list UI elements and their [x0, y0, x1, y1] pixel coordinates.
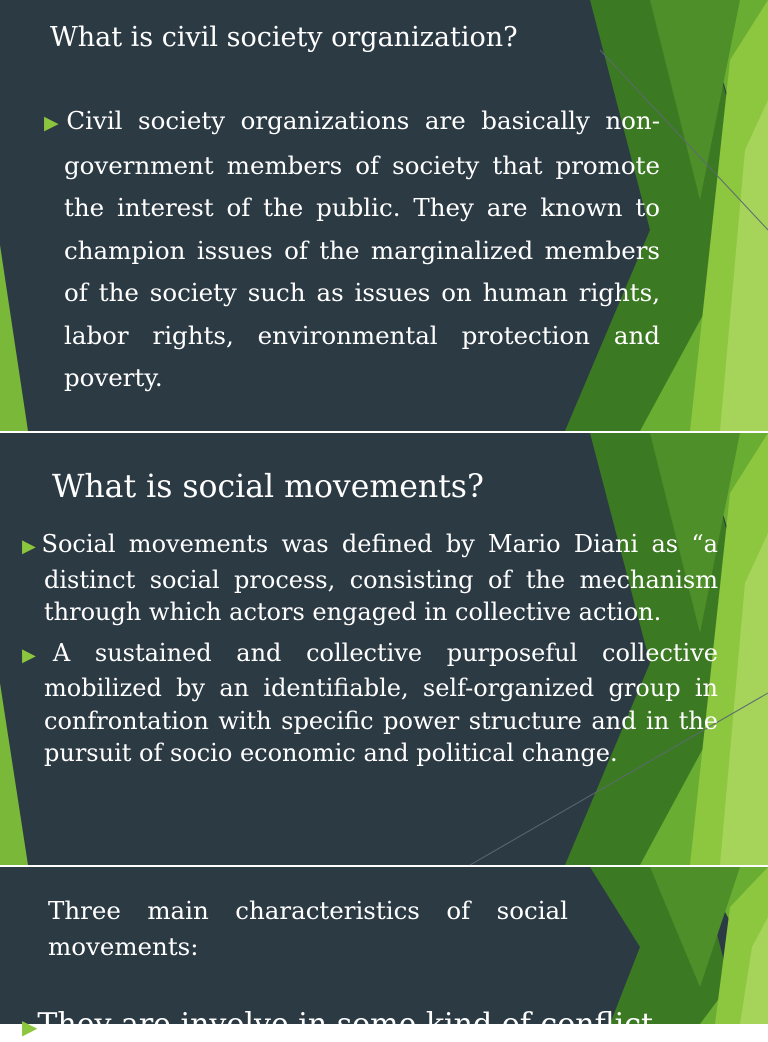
- paragraph-text: They are involve in some kind of conflict: [37, 1007, 654, 1042]
- paragraph-text: Civil society organizations are basically non-government members of society that promote the interest of the public. They are known to champion issues of the marginalized members of the society such as issues on human rights, labor rights, environmental protection and poverty.: [64, 106, 660, 392]
- paragraph-text: A sustained and collective purposeful collective mobilized by an identifiable, self-organized group in confrontation with specific power structure and in the pursuit of socio economic and political change.: [44, 638, 718, 767]
- triangle-bullet-icon: ▶: [22, 1015, 38, 1039]
- triangle-bullet-icon: ▶: [44, 112, 67, 134]
- bullet-paragraph: [22, 1007, 722, 1042]
- slide-civil-society: [0, 0, 768, 431]
- slide-body: [48, 893, 568, 965]
- paragraph-text: Social movements was defined by Mario Diani as “a distinct social process, consisting of the mechanism through which actors engaged in collective action.: [41, 530, 718, 626]
- bullet-paragraph: [22, 528, 718, 629]
- triangle-bullet-icon: ▶: [22, 536, 42, 557]
- slide-body: [22, 528, 718, 778]
- slide-characteristics: [0, 867, 768, 1042]
- bullet-paragraph: [44, 100, 660, 400]
- slide-body: [44, 100, 660, 400]
- bullet-paragraph: [22, 637, 718, 770]
- slide-title: What is social movements?: [52, 469, 484, 505]
- slide-title: What is civil society organization?: [50, 22, 518, 53]
- slide-social-movements: [0, 433, 768, 865]
- triangle-bullet-icon: ▶: [22, 644, 53, 666]
- slide-heading: Three main characteristics of social movements:: [48, 896, 568, 961]
